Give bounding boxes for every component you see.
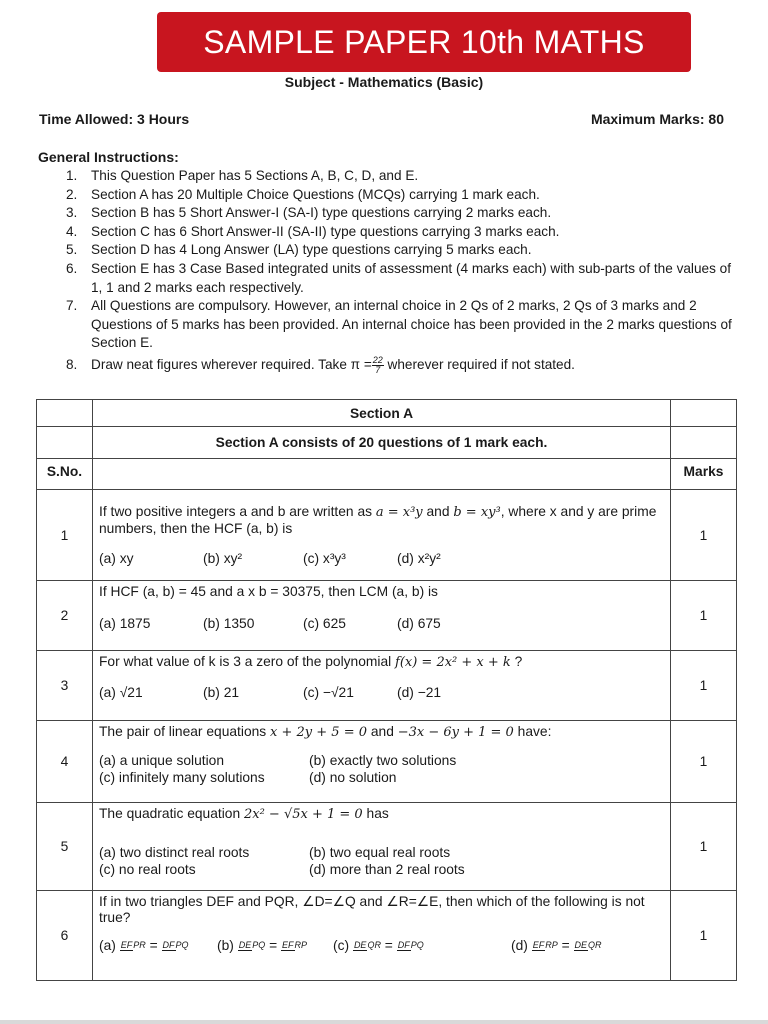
option-a: (a) 1875 [99,616,151,631]
options-row [99,616,664,631]
section-description: Section A consists of 20 questions of 1 mark each. [93,427,671,459]
instruction-item [66,241,736,260]
time-allowed: Time Allowed: 3 Hours [39,111,190,127]
instruction-item [66,356,736,375]
question-row [37,651,737,721]
empty-cell [37,427,93,459]
instruction-text: Section A has 20 Multiple Choice Questions (MCQs) carrying 1 mark each. [91,186,540,202]
question-row [37,721,737,803]
fraction-denominator: QR [367,940,381,951]
question-text [99,654,664,671]
fraction [532,941,558,951]
page-bottom-divider [0,1020,768,1024]
empty-cell [671,427,737,459]
fraction-denominator: PQ [175,940,189,951]
fraction [574,941,602,951]
maximum-marks: Maximum Marks: 80 [590,111,724,127]
math-expression: −3x − 6y + 1 = 0 [397,725,514,740]
question-cell [93,490,671,581]
instruction-number: 5. [66,242,78,258]
fraction [353,941,381,951]
instruction-text-before: Draw neat figures wherever required. Take π = [91,357,372,373]
question-row [37,803,737,891]
fraction-numerator: EF [120,940,133,951]
option-label: (a) [99,938,116,953]
question-text: If in two triangles DEF and PQR, ∠D=∠Q and ∠R=∠E, then which of the following is not true? [99,894,645,925]
header-row [37,459,737,490]
options-grid [99,845,664,877]
math-expression: 2x² − √5x + 1 = 0 [243,807,363,822]
instruction-number: 3. [66,205,78,221]
option-c: (c) infinitely many solutions [99,770,265,785]
section-title-row [37,400,737,427]
option-c: (c) x³y³ [303,551,346,566]
question-text-part: The pair of linear equations [99,724,271,739]
fraction-numerator: DF [162,940,175,951]
instruction-text [91,356,736,375]
question-marks: 1 [671,891,737,981]
question-marks: 1 [671,803,737,891]
math-expression: a = x³y [375,505,423,520]
option-label: (b) [217,938,234,953]
section-title: Section A [93,400,671,427]
marks-header: Marks [671,459,737,490]
instruction-number: 6. [66,260,78,276]
fraction-denominator: RP [545,940,558,951]
instruction-text: All Questions are compulsory. However, an internal choice in 2 Qs of 2 marks, 2 Qs of 3 marks and 2 Questions of 5 marks has been provided. An internal choice has been provided in the 2 marks questions of Section E. [91,298,732,351]
fraction-denominator: PQ [252,940,266,951]
fraction-numerator: DE [353,940,367,951]
fraction-numerator: EF [282,940,294,951]
fraction-numerator: DE [238,940,252,951]
instruction-item [66,204,736,223]
fraction-denominator: QR [588,940,602,951]
equals-sign: = [149,938,158,953]
question-text: If HCF (a, b) = 45 and a x b = 30375, then LCM (a, b) is [99,584,438,599]
option-a [99,938,217,953]
option-c: (c) no real roots [99,862,196,877]
question-row [37,581,737,651]
options-row [99,938,664,953]
instruction-text: Section B has 5 Short Answer-I (SA-I) type questions carrying 2 marks each. [91,205,552,221]
questions-table [36,399,737,981]
instruction-number: 7. [66,298,78,314]
question-text-part: has [362,806,389,821]
question-row [37,891,737,981]
question-number: 2 [37,581,93,651]
options-row [99,551,664,566]
option-d: (d) x²y² [397,551,441,566]
question-number: 4 [37,721,93,803]
question-text-part: and [422,504,454,519]
question-cell [93,891,671,981]
option-label: (c) [333,938,350,953]
fraction-numerator: DF [397,940,410,951]
equals-sign: = [384,938,393,953]
option-d: (d) more than 2 real roots [309,862,465,877]
instruction-item [66,167,736,186]
option-a: (a) xy [99,551,134,566]
option-b: (b) two equal real roots [309,845,451,860]
option-c: (c) 625 [303,616,346,631]
pi-fraction [372,356,384,375]
fraction [120,941,146,951]
equals-sign: = [561,938,570,953]
fraction [162,941,189,951]
question-text [99,724,664,741]
instruction-number: 2. [66,186,78,202]
question-text-part: For what value of k is 3 a zero of the polynomial [99,654,396,669]
fraction-denominator: PR [133,940,146,951]
question-text-part: and [367,724,398,739]
math-expression: f(x) = 2x² + x + k [395,655,511,670]
option-d: (d) −21 [397,685,442,700]
math-expression: x + 2y + 5 = 0 [270,725,368,740]
instruction-text: Section C has 6 Short Answer-II (SA-II) type questions carrying 3 marks each. [91,223,560,239]
option-d: (d) no solution [309,770,397,785]
banner-title: SAMPLE PAPER 10th MATHS [203,23,645,60]
question-text-part: , where x and y are prime numbers, then the HCF (a, b) is [99,504,657,536]
question-cell [93,651,671,721]
question-number: 5 [37,803,93,891]
option-a: (a) √21 [99,685,143,700]
question-text-part: If two positive integers a and b are written as [99,504,376,519]
title-banner [157,12,691,72]
option-d: (d) 675 [397,616,441,631]
question-marks: 1 [671,721,737,803]
sno-header: S.No. [37,459,93,490]
question-marks: 1 [671,651,737,721]
option-a: (a) a unique solution [99,753,225,768]
fraction-denominator: RP [294,940,308,951]
instruction-number: 8. [66,356,78,372]
instruction-text: This Question Paper has 5 Sections A, B, C, D, and E. [91,168,419,183]
empty-cell [671,400,737,427]
question-number: 3 [37,651,93,721]
question-marks: 1 [671,581,737,651]
question-text [99,806,664,823]
option-c: (c) −√21 [303,685,354,700]
question-cell [93,803,671,891]
instruction-item [66,297,736,353]
question-row [37,490,737,581]
option-d [511,938,602,953]
option-b: (b) exactly two solutions [309,753,457,768]
question-text [99,504,664,537]
subject-line: Subject - Mathematics (Basic) [284,74,484,90]
option-b: (b) 21 [203,685,240,700]
fraction-numerator: 22 [372,354,383,365]
question-text-part: The quadratic equation [99,806,244,821]
fraction [238,941,266,951]
instruction-item [66,223,736,242]
fraction [397,941,424,951]
options-grid [99,753,664,785]
option-c [333,938,483,953]
question-cell [93,721,671,803]
question-number: 6 [37,891,93,981]
option-b: (b) xy² [203,551,243,566]
fraction [281,941,307,951]
question-cell [93,581,671,651]
empty-cell [37,400,93,427]
instruction-item [66,260,736,297]
fraction-numerator: EF [532,940,545,951]
option-label: (d) [511,938,528,953]
instruction-text: Section E has 3 Case Based integrated units of assessment (4 marks each) with sub-parts of the values of 1, 1 and 2 marks each respectively. [91,260,731,295]
fraction-numerator: DE [574,940,588,951]
option-b: (b) 1350 [203,616,255,631]
option-a: (a) two distinct real roots [99,845,250,860]
question-text-part: ? [510,654,523,669]
empty-cell [93,459,671,490]
instructions-list [66,167,736,375]
fraction-denominator: 7 [375,364,381,375]
question-marks: 1 [671,490,737,581]
instruction-number: 1. [66,168,78,183]
options-row [99,685,664,700]
section-desc-row [37,427,737,459]
option-b [217,938,333,953]
instruction-item [66,186,736,205]
math-expression: b = xy³ [453,505,501,520]
fraction-denominator: PQ [410,940,424,951]
question-number: 1 [37,490,93,581]
instruction-text-after: wherever required if not stated. [383,357,575,373]
equals-sign: = [269,938,278,953]
question-text-part: have: [513,724,552,739]
instructions-heading: General Instructions: [38,149,179,165]
instruction-text: Section D has 4 Long Answer (LA) type questions carrying 5 marks each. [91,242,532,258]
instruction-number: 4. [66,223,78,239]
